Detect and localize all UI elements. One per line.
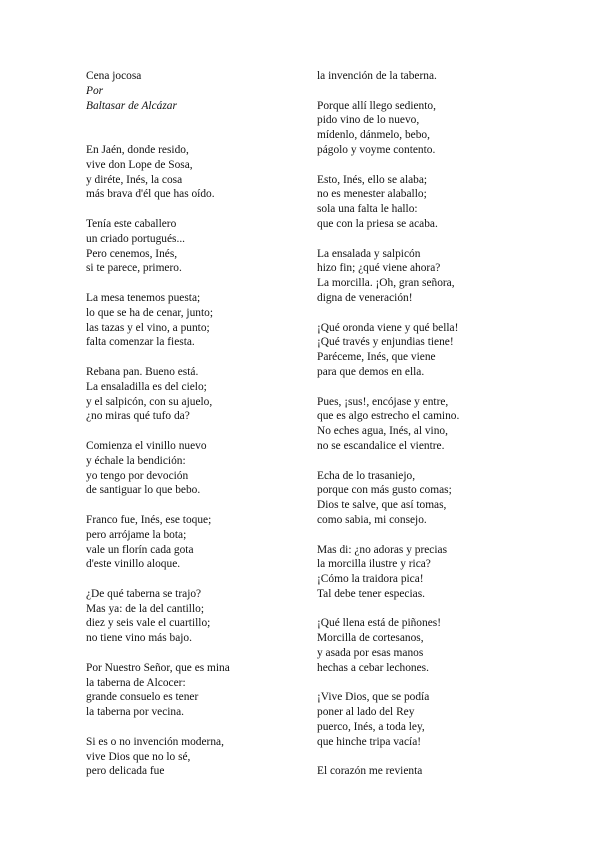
verse-line: la morcilla ilustre y rica? <box>317 558 431 571</box>
verse-line: y diréte, Inés, la cosa <box>86 173 183 186</box>
stanza <box>317 690 517 749</box>
verse-line: como sabia, mi consejo. <box>317 513 427 526</box>
verse-line: Esto, Inés, ello se alaba; <box>317 173 428 186</box>
verse-line: la taberna por vecina. <box>86 706 185 719</box>
verse-line: pido vino de lo nuevo, <box>317 114 420 127</box>
stanza <box>86 661 296 720</box>
byline: Por <box>86 84 104 97</box>
verse-line: Por Nuestro Señor, que es mina <box>86 661 230 674</box>
verse-line: la taberna de Alcocer: <box>86 676 186 689</box>
verse-line: y el salpicón, con su ajuelo, <box>86 395 213 408</box>
verse-line: Dios te salve, que así tomas, <box>317 499 447 512</box>
verse-line: grande consuelo es tener <box>86 691 199 704</box>
verse-line: Comienza el vinillo nuevo <box>86 439 207 452</box>
left-column <box>86 69 296 794</box>
verse-line: vale un florín cada gota <box>86 543 194 556</box>
verse-line: que es algo estrecho el camino. <box>317 410 460 423</box>
verse-line: más brava d'él que has oído. <box>86 188 215 201</box>
verse-line: mídenlo, dánmelo, bebo, <box>317 129 430 142</box>
verse-line: Rebana pan. Bueno está. <box>86 365 199 378</box>
verse-line: d'este vinillo aloque. <box>86 558 181 571</box>
verse-line: poner al lado del Rey <box>317 706 415 719</box>
verse-line: ¡Cómo la traidora pica! <box>317 573 424 586</box>
verse-line: no es menester alaballo; <box>317 188 427 201</box>
verse-line: no tiene vino más bajo. <box>86 632 192 645</box>
verse-line: digna de veneración! <box>317 291 413 304</box>
verse-line: las tazas y el vino, a punto; <box>86 321 210 334</box>
stanza <box>86 735 296 779</box>
stanza <box>86 291 296 350</box>
verse-line: Franco fue, Inés, ese toque; <box>86 513 212 526</box>
stanza <box>317 395 517 454</box>
verse-line: ¡Qué llena está de piñones! <box>317 617 441 630</box>
verse-line: puerco, Inés, a toda ley, <box>317 721 425 734</box>
right-column <box>317 69 517 794</box>
stanza <box>86 587 296 646</box>
verse-line: que con la priesa se acaba. <box>317 217 438 230</box>
verse-line: sola una falta le hallo: <box>317 203 418 216</box>
verse-line: y échale la bendición: <box>86 454 186 467</box>
stanza <box>86 365 296 424</box>
poem-header <box>86 69 296 113</box>
verse-line: de santiguar lo que bebo. <box>86 484 201 497</box>
stanza <box>317 247 517 306</box>
verse-line: No eches agua, Inés, al vino, <box>317 425 448 438</box>
stanza <box>317 173 517 232</box>
verse-line: que hinche tripa vacía! <box>317 735 422 748</box>
stanza <box>317 469 517 528</box>
verse-line: Porque allí llego sediento, <box>317 99 436 112</box>
verse-line: hechas a cebar lechones. <box>317 661 429 674</box>
stanza <box>86 513 296 572</box>
right-stanzas <box>317 69 517 779</box>
stanza <box>317 99 517 158</box>
verse-line: ¡Vive Dios, que se podía <box>317 691 430 704</box>
stanza <box>86 217 296 276</box>
stanza <box>317 616 517 675</box>
verse-line: La morcilla. ¡Oh, gran señora, <box>317 277 455 290</box>
verse-line: Paréceme, Inés, que viene <box>317 351 436 364</box>
verse-line: págolo y voyme contento. <box>317 143 436 156</box>
verse-line: falta comenzar la fiesta. <box>86 336 195 349</box>
verse-line: vive Dios que no lo sé, <box>86 750 191 763</box>
poem-title: Cena jocosa <box>86 70 142 82</box>
stanza <box>317 321 517 380</box>
verse-line: hizo fin; ¿qué viene ahora? <box>317 262 441 275</box>
verse-line: pero delicada fue <box>86 765 165 778</box>
stanza <box>317 543 517 602</box>
verse-line: La ensalada y salpicón <box>317 247 421 260</box>
verse-line: ¿De qué taberna se trajo? <box>86 587 202 600</box>
verse-line: El corazón me revienta <box>317 765 423 778</box>
verse-line: para que demos en ella. <box>317 365 425 378</box>
verse-line: porque con más gusto comas; <box>317 484 452 497</box>
stanza <box>86 143 296 202</box>
author-name: Baltasar de Alcázar <box>86 99 177 112</box>
verse-line: yo tengo por devoción <box>86 469 189 482</box>
verse-line: y asada por esas manos <box>317 647 424 660</box>
verse-line: lo que se ha de cenar, junto; <box>86 306 214 319</box>
verse-line: Tal debe tener especias. <box>317 587 425 600</box>
stanza <box>86 439 296 498</box>
verse-line: diez y seis vale el cuartillo; <box>86 617 211 630</box>
verse-line: Si es o no invención moderna, <box>86 735 224 748</box>
verse-line: Mas di: ¿no adoras y precias <box>317 543 448 556</box>
left-stanzas <box>86 143 296 779</box>
verse-line: ¿no miras qué tufo da? <box>86 410 190 423</box>
stanza <box>317 69 517 84</box>
verse-line: En Jaén, donde resido, <box>86 143 189 156</box>
verse-line: pero arrójame la bota; <box>86 528 187 541</box>
verse-line: Morcilla de cortesanos, <box>317 632 424 645</box>
verse-line: La ensaladilla es del cielo; <box>86 380 207 393</box>
verse-line: Pues, ¡sus!, encójase y entre, <box>317 395 449 408</box>
stanza <box>317 764 517 779</box>
verse-line: La mesa tenemos puesta; <box>86 291 201 304</box>
verse-line: ¡Qué oronda viene y qué bella! <box>317 321 459 334</box>
verse-line: Tenía este caballero <box>86 217 177 230</box>
verse-line: vive don Lope de Sosa, <box>86 158 193 171</box>
verse-line: un criado portugués... <box>86 232 186 245</box>
verse-line: Mas ya: de la del cantillo; <box>86 602 204 615</box>
verse-line: no se escandalice el vientre. <box>317 439 445 452</box>
verse-line: la invención de la taberna. <box>317 70 437 82</box>
verse-line: ¡Qué través y enjundias tiene! <box>317 336 454 349</box>
verse-line: Pero cenemos, Inés, <box>86 247 178 260</box>
verse-line: si te parece, primero. <box>86 262 182 275</box>
verse-line: Echa de lo trasaniejo, <box>317 469 416 482</box>
